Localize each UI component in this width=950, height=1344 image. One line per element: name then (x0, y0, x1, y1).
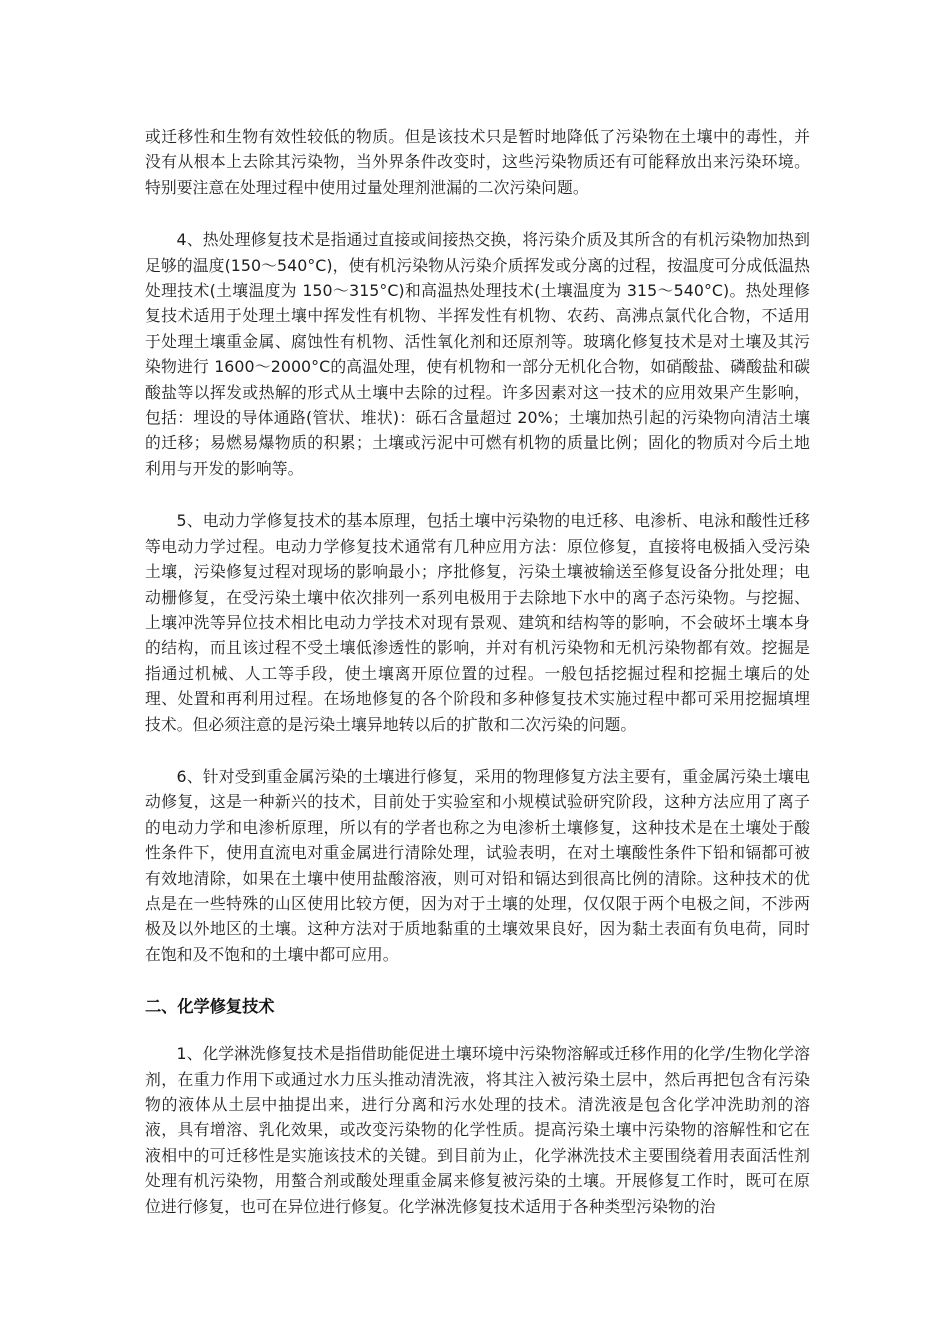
paragraph-chemical-leaching: 1、化学淋洗修复技术是指借助能促进土壤环境中污染物溶解或迁移作用的化学/生物化学溶剂，在重力作用下或通过水力压头推动清洗液，将其注入被污染土层中，然后再把包含有污染物的液体从土层中抽提出来，进行分离和污水处理的技术。清洗液是包含化学冲洗助剂的溶液，具有增溶、乳化效果，或改变污染物的化学性质。提高污染土壤中污染物的溶解性和它在液相中的可迁移性是实施该技术的关键。到目前为止，化学淋洗技术主要围绕着用表面活性剂处理有机污染物，用螯合剂或酸处理重金属来修复被污染的土壤。开展修复工作时，既可在原位进行修复，也可在异位进行修复。化学淋洗修复技术适用于各种类型污染物的治 (145, 1044, 811, 1216)
section-heading-chemical: 二、化学修复技术 (145, 997, 275, 1017)
document-page (145, 124, 810, 1219)
paragraph-spacer (145, 1020, 810, 1041)
paragraph-thermal-treatment: 4、热处理修复技术是指通过直接或间接热交换，将污染介质及其所含的有机污染物加热到足够的温度(150～540°C)，使有机污染物从污染介质挥发或分离的过程，按温度可分成低温热处理技术(土壤温度为 150～315°C)和高温热处理技术(土壤温度为 315～540°C)。热处理修复技术适用于处理土壤中挥发性有机物、半挥发性有机物、农药、高沸点氯代化合物，不适用于处理土壤重金属、腐蚀性有机物、活性氧化剂和还原剂等。玻璃化修复技术是对土壤及其污染物进行 1600～2000°C的高温处理，使有机物和一部分无机化合物，如硝酸盐、磷酸盐和碳酸盐等以挥发或热解的形式从土壤中去除的过程。许多因素对这一技术的应用效果产生影响，包括：埋设的导体通路(管状、堆状)：砾石含量超过 20%；土壤加热引起的污染物向清洁土壤的迁移；易燃易爆物质的积累；土壤或污泥中可燃有机物的质量比例；固化的物质对今后土地利用与开发的影响等。 (145, 230, 810, 478)
paragraph-spacer (145, 481, 810, 508)
paragraph-heavy-metal: 6、针对受到重金属污染的土壤进行修复，采用的物理修复方法主要有，重金属污染土壤电动修复，这是一种新兴的技术，目前处于实验室和小规模试验研究阶段，这种方法应用了离子的电动力学和电渗析原理，所以有的学者也称之为电渗析土壤修复，这种技术是在土壤处于酸性条件下，使用直流电对重金属进行清除处理，试验表明，在对土壤酸性条件下铅和镉都可被有效地清除，如果在土壤中使用盐酸溶液，则可对铅和镉达到很高比例的清除。这种技术的优点是在一些特殊的山区使用比较方便，因为对于土壤的处理，仅仅限于两个电极之间，不涉两极及以外地区的土壤。这种方法对于质地黏重的土壤效果良好，因为黏土表面有负电荷，同时在饱和及不饱和的土壤中都可应用。 (145, 766, 810, 964)
paragraph-spacer (145, 967, 810, 994)
paragraph-spacer (145, 737, 810, 764)
paragraph-spacer (145, 200, 810, 227)
paragraph-electrokinetic: 5、电动力学修复技术的基本原理，包括土壤中污染物的电迁移、电渗析、电泳和酸性迁移等电动力学过程。电动力学修复技术通常有几种应用方法：原位修复，直接将电极插入受污染土壤，污染修复过程对现场的影响最小；序批修复，污染土壤被输送至修复设备分批处理；电动栅修复，在受污染土壤中依次排列一系列电极用于去除地下水中的离子态污染物。与挖掘、上壤冲洗等异位技术相比电动力学技术对现有景观、建筑和结构等的影响，不会破坏土壤本身的结构，而且该过程不受土壤低渗透性的影响，并对有机污染物和无机污染物都有效。挖掘是指通过机械、人工等手段，使土壤离开原位置的过程。一般包括挖掘过程和挖掘土壤后的处理、处置和再利用过程。在场地修复的各个阶段和多种修复技术实施过程中都可采用挖掘填埋技术。但必须注意的是污染土壤异地转以后的扩散和二次污染的问题。 (145, 511, 810, 734)
paragraph-continuation: 或迁移性和生物有效性较低的物质。但是该技术只是暂时地降低了污染物在土壤中的毒性，并没有从根本上去除其污染物，当外界条件改变时，这些污染物质还有可能释放出来污染环境。特别要注意在处理过程中使用过量处理剂泄漏的二次污染问题。 (145, 127, 810, 197)
